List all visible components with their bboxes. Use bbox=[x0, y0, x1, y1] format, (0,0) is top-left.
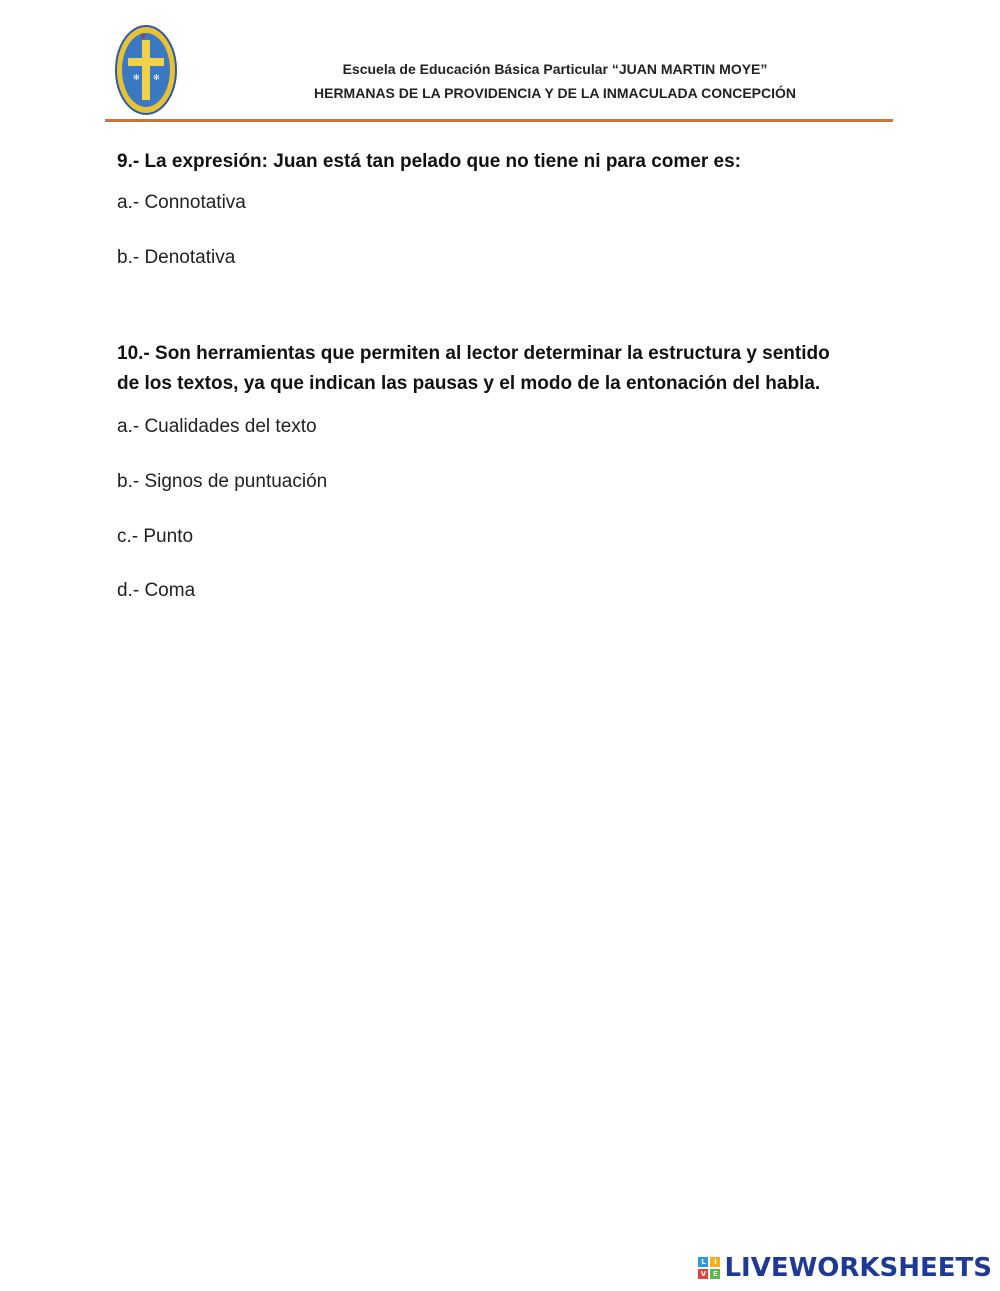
question-9-option-a[interactable]: a.- Connotativa bbox=[117, 192, 246, 213]
brand-block-l: L bbox=[698, 1257, 708, 1267]
question-9-text: 9.- La expresión: Juan está tan pelado que no tiene ni para comer es: bbox=[117, 151, 742, 172]
question-9-option-b[interactable]: b.- Denotativa bbox=[117, 247, 236, 268]
svg-text:♛: ♛ bbox=[140, 32, 147, 40]
school-name: Escuela de Educación Básica Particular “JUAN MARTIN MOYE” bbox=[342, 61, 768, 77]
header-divider bbox=[105, 119, 893, 122]
brand-block-e: E bbox=[710, 1269, 720, 1279]
question-10-text-line2: de los textos, ya que indican las pausas y el modo de la entonación del habla. bbox=[117, 373, 821, 394]
school-congregation: HERMANAS DE LA PROVIDENCIA Y DE LA INMACULADA CONCEPCIÓN bbox=[314, 85, 796, 101]
brand-block-v: V bbox=[698, 1269, 708, 1279]
liveworksheets-logo bbox=[698, 1253, 992, 1283]
brand-blocks-icon bbox=[698, 1257, 720, 1279]
question-10-option-b[interactable]: b.- Signos de puntuación bbox=[117, 471, 328, 492]
svg-text:✻: ✻ bbox=[153, 73, 160, 82]
question-10-option-c[interactable]: c.- Punto bbox=[117, 526, 194, 547]
question-10-option-a[interactable]: a.- Cualidades del texto bbox=[117, 416, 317, 437]
question-10-text-line1: 10.- Son herramientas que permiten al lector determinar la estructura y sentido bbox=[117, 343, 830, 364]
brand-block-i: I bbox=[710, 1257, 720, 1267]
svg-text:✻: ✻ bbox=[133, 73, 140, 82]
school-crest-icon bbox=[114, 24, 178, 116]
brand-name: LIVEWORKSHEETS bbox=[724, 1253, 992, 1283]
page-header bbox=[0, 0, 1000, 125]
question-10-option-d[interactable]: d.- Coma bbox=[117, 580, 196, 601]
